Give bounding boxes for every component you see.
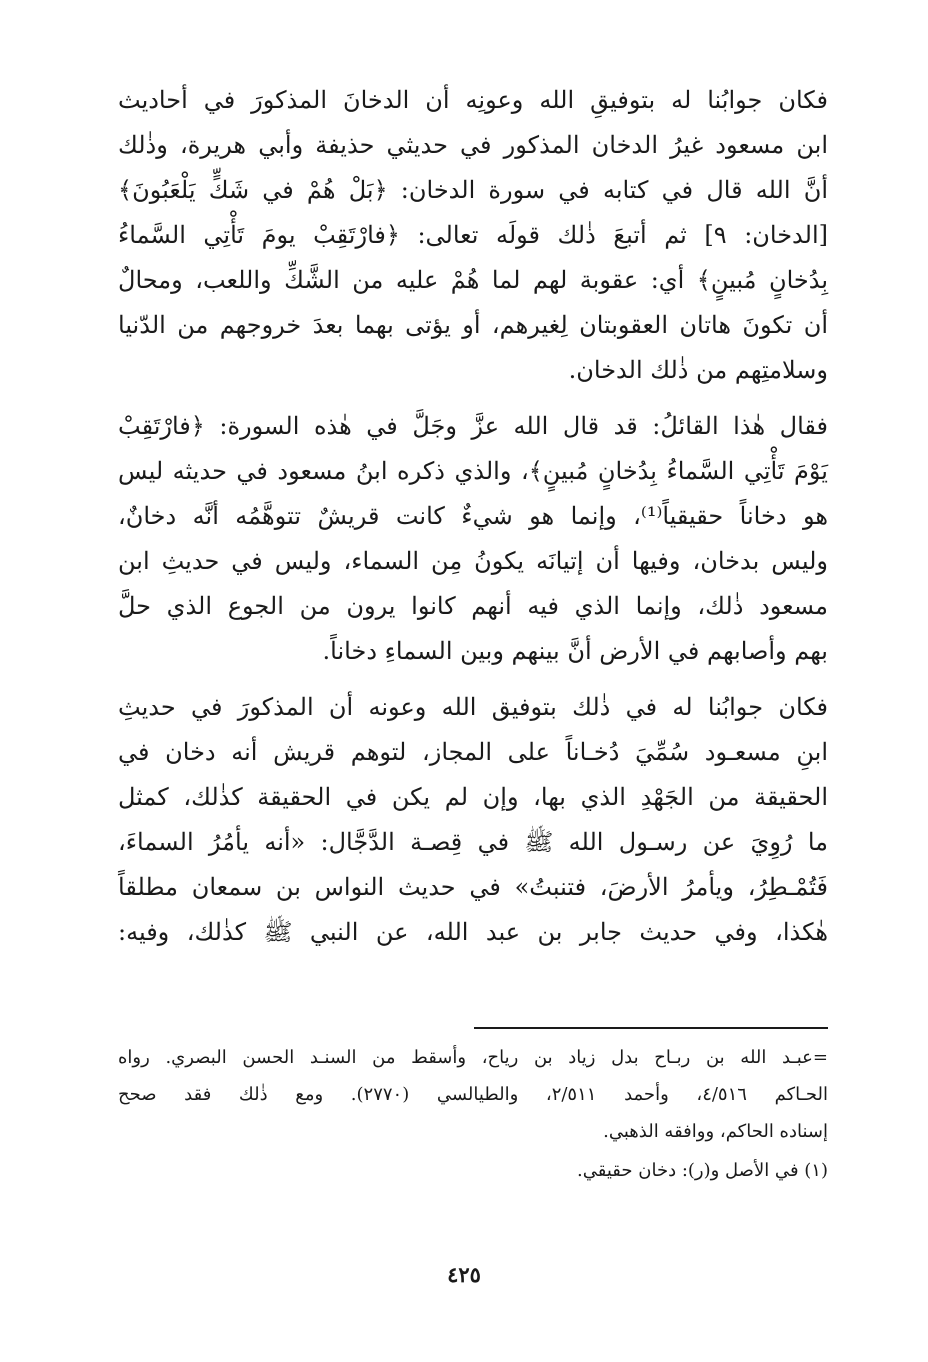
paragraph-gap	[118, 674, 828, 685]
text-line: ما رُوِيَ عن رسـول الله ﷺ في قِصـة الدَّجَّال: «أنه يأمُرُ السماءَ،	[118, 828, 829, 856]
footnotes	[118, 1039, 828, 1189]
text-line: وسلامتِهم من ذٰلك الدخان.	[568, 356, 828, 384]
text-line: بهم وأصابهم في الأرض أنَّ بينهم وبين السماءِ دخاناً.	[322, 637, 828, 665]
text-line: أن تكونَ هاتان العقوبتان لِغيرهم، أو يؤتى بهما بعدَ خروجهم من الدّنيا	[118, 311, 828, 339]
paragraph-gap	[118, 393, 828, 404]
text-line: فَتُمْـطِرُ، ويأمرُ الأرضَ، فتنبتُ» في حديث النواس بن سمعان مطلقاً	[118, 873, 828, 901]
text-line: فكان جوابُنا له في ذٰلك بتوفيق الله وعونه أن المذكورَ في حديثِ	[118, 693, 828, 721]
text-line: أنَّ الله قال في كتابه في سورة الدخان: ﴿بَلْ هُمْ في شَكٍّ يَلْعَبُونَ﴾	[118, 176, 828, 204]
text-line: فكان جوابُنا له بتوفيقِ الله وعونِه أن الدخانَ المذكورَ في أحاديث	[118, 86, 828, 114]
paragraph-1	[118, 78, 828, 393]
text-line: الحقيقة من الجَهْدِ الذي بها، وإن لم يكن في الحقيقة كذٰلك، كمثل	[118, 783, 828, 811]
page-number: ٤٢٥	[447, 1262, 481, 1287]
text-line: ابنِ مسعـود سُمِّيَ دُخـاناً على المجاز، لتوهم قريش أنه دخان في	[118, 738, 828, 766]
paragraph-2	[118, 404, 828, 674]
text-line: بِدُخانٍ مُبينٍ﴾ أي: عقوبة لهم لما هُمْ عليه من الشَّكِّ واللعب، ومحالٌ	[118, 266, 828, 294]
footnote-separator	[474, 1027, 828, 1029]
paragraph-3	[118, 685, 828, 955]
text-line: يَوْمَ تَأْتِي السَّماءُ بِدُخانٍ مُبينٍ﴾، والذي ذكره ابنُ مسعود في حديثه ليس	[118, 457, 828, 485]
footnote-line: الحـاكم ٤/٥١٦، وأحمد ٢/٥١١، والطيالسي (٢٧٧٠). ومع ذٰلك فقد صحح	[118, 1084, 828, 1105]
text-line: ابن مسعود غيرُ الدخان المذكور في حديثي حذيفة وأبي هريرة، وذٰلك	[118, 131, 828, 159]
text-line: هو دخاناً حقيقياً⁽¹⁾، وإنما هو شيءٌ كانت قريشٌ تتوهَّمُه أنَّه دخانٌ،	[118, 502, 828, 530]
footnote-line: =عبـد الله بن ربـاح بدل زياد بن رياح، وأسقط من السنـد الحسن البصري. رواه	[118, 1047, 828, 1068]
text-line: هٰكذا، وفي حديث جابر بن عبد الله، عن النبي ﷺ كذٰلك، وفيه:	[118, 918, 828, 946]
footnote-1	[118, 1152, 828, 1189]
footnote-line: إسناده الحاكم، ووافقه الذهبي.	[603, 1121, 828, 1142]
main-text	[118, 78, 828, 955]
text-line: مسعود ذٰلك، وإنما الذي فيه أنهم كانوا يرون من الجوع الذي حلَّ	[118, 592, 828, 620]
footnote-continued	[118, 1039, 828, 1150]
text-line: وليس بدخان، وفيها أن إتيانَه يكونُ مِن السماء، وليس في حديثِ ابن	[118, 547, 828, 575]
text-line: فقال هٰذا القائلُ: قد قال الله عزَّ وجَلَّ في هٰذه السورة: ﴿فارْتَقِبْ	[118, 412, 828, 440]
text-line: [الدخان: ٩] ثم أتبعَ ذٰلك قولَه تعالى: ﴿فارْتَقِبْ يومَ تَأْتِي السَّماءُ	[118, 221, 828, 249]
footnote-line: (١) في الأصل و(ر): دخان حقيقي.	[577, 1160, 828, 1181]
